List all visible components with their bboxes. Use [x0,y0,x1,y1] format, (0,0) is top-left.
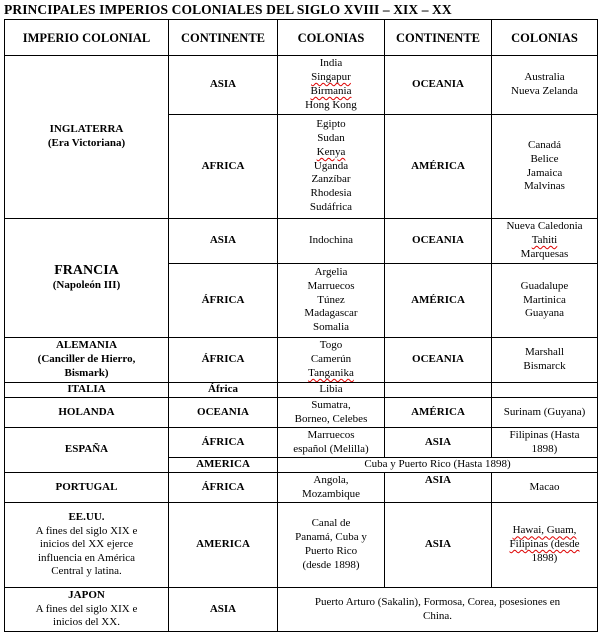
colonies-cell: Cuba y Puerto Rico (Hasta 1898) [278,458,598,473]
continent-cell: AMÉRICA [385,398,492,428]
continent-cell: ASIA [169,56,278,115]
continent-cell: ASIA [169,588,278,632]
colonies-cell: Guadalupe Martinica Guayana [492,264,598,338]
header-continente-1: CONTINENTE [169,20,278,56]
empire-holanda: HOLANDA [5,398,169,428]
continent-cell: OCEANIA [385,219,492,264]
colonies-cell: Argelia Marruecos Túnez Madagascar Somalia [278,264,385,338]
colonies-cell: Indochina [278,219,385,264]
empire-italia: ITALIA [5,383,169,398]
continent-cell: ÁFRICA [169,473,278,503]
table-row-francia-1 [5,219,598,264]
colonies-cell: Marshall Bismarck [492,338,598,383]
colonies-cell: Filipinas (Hasta 1898) [492,428,598,458]
continent-cell: ASIA [385,503,492,588]
table-row-portugal [5,473,598,503]
header-row [5,20,598,56]
continent-cell: AMÉRICA [385,264,492,338]
colonies-cell: India Singapur Birmania Hong Kong [278,56,385,115]
colonies-cell: Egipto Sudan Kenya Uganda Zanzíbar Rhodesia Sudáfrica [278,115,385,219]
table-row-alemania [5,338,598,383]
colonies-cell: Canal de Panamá, Cuba y Puerto Rico (desde 1898) [278,503,385,588]
continent-cell: AMERICA [169,458,278,473]
empty-cell [492,383,598,398]
empty-cell [385,383,492,398]
colonies-cell: Surinam (Guyana) [492,398,598,428]
colonies-cell: Togo Camerún Tanganika [278,338,385,383]
empire-espana: ESPAÑA [5,428,169,473]
continent-cell: ASIA [169,219,278,264]
empire-eeuu: EE.UU. A fines del siglo XIX e inicios del XX ejerce influencia en América Central y latina. [5,503,169,588]
empire-portugal: PORTUGAL [5,473,169,503]
colonies-cell: Australia Nueva Zelanda [492,56,598,115]
continent-cell: AFRICA [169,115,278,219]
continent-cell: AMERICA [169,503,278,588]
continent-cell: África [169,383,278,398]
header-colonias-2: COLONIAS [492,20,598,56]
colonies-cell: Nueva Caledonia Tahiti Marquesas [492,219,598,264]
empire-japon: JAPON A fines del siglo XIX e inicios del XX. [5,588,169,632]
table-row-japon [5,588,598,632]
continent-cell: ASIA [385,473,492,503]
colonial-empires-table [4,19,598,632]
empire-alemania: ALEMANIA (Canciller de Hierro, Bismark) [5,338,169,383]
continent-cell: ÁFRICA [169,264,278,338]
continent-cell: ASIA [385,428,492,458]
header-imperio: IMPERIO COLONIAL [5,20,169,56]
header-continente-2: CONTINENTE [385,20,492,56]
continent-cell: ÁFRICA [169,428,278,458]
colonies-cell: Hawai, Guam, Filipinas (desde 1898) [492,503,598,588]
colonies-cell: Puerto Arturo (Sakalin), Formosa, Corea, posesiones en China. [278,588,598,632]
empire-francia: FRANCIA (Napoleón III) [5,219,169,338]
table-row-italia [5,383,598,398]
continent-cell: OCEANIA [169,398,278,428]
colonies-cell: Libia [278,383,385,398]
continent-cell: AMÉRICA [385,115,492,219]
table-row-espana-1 [5,428,598,458]
continent-cell: OCEANIA [385,56,492,115]
header-colonias-1: COLONIAS [278,20,385,56]
table-row-inglaterra-1 [5,56,598,115]
table-row-holanda [5,398,598,428]
colonies-cell: Canadá Belice Jamaica Malvinas [492,115,598,219]
colonies-cell: Sumatra, Borneo, Celebes [278,398,385,428]
colonies-cell: Angola, Mozambique [278,473,385,503]
continent-cell: ÁFRICA [169,338,278,383]
table-row-eeuu [5,503,598,588]
colonies-cell: Macao [492,473,598,503]
empire-inglaterra: INGLATERRA (Era Victoriana) [5,56,169,219]
document-title: PRINCIPALES IMPERIOS COLONIALES DEL SIGLO XVIII – XIX – XX [4,2,452,17]
colonies-cell: Marruecos español (Melilla) [278,428,385,458]
continent-cell: OCEANIA [385,338,492,383]
